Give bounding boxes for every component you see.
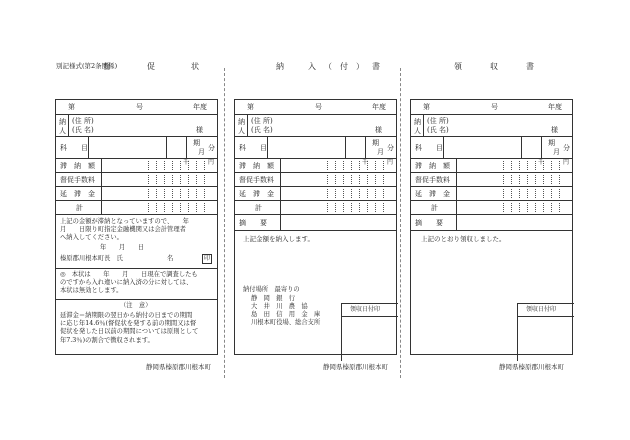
notice-warning: ◎ 本状は 年 月 日現在で調査したも のですから入れ違いに納入済の分に対しては、 本状は無効とします。 — [56, 269, 217, 300]
demand-notice-form — [55, 99, 218, 355]
form-title-receipt: 領 収 書 — [454, 62, 538, 71]
payer-label: 納 人 — [59, 118, 66, 135]
footer-issuer: 静岡県榛原郡川根本町 — [146, 363, 211, 371]
receipt-date-stamp-box: 領収日付印 — [517, 303, 574, 361]
number-row: 第 号 年度 — [56, 100, 217, 115]
notice-body: 上記の金額が滞納となっていますので、 年 月 日限り町指定金融機関又は会計管理者 へ納入してください。 年 月 日 榛原郡川根本町長 氏 名 印 — [56, 215, 217, 269]
payer-label: 納 人 — [238, 118, 245, 135]
payer-row: 納 人 (住 所) (氏 名) 様 — [56, 115, 217, 137]
subject-row: 科 目 期 月 分 — [56, 137, 217, 159]
memo-row: 摘 要 — [411, 215, 572, 231]
amount-table: 滞 納 額 千 円 督促手数料 延 滞 金 計 — [235, 159, 396, 215]
payment-slip-form: 第 号 年度 納 人 (住 所) (氏 名) 様 科 目 期 月 分 滞 納 額 千 円 督促手数料 延 滞 金 計 摘 要 上記金額を納入します。 納付場所 最寄りの 静 岡 銀 行 大 井 川 農 協 島 田 信 用 金 庫 川根本町役場、総合支所 領収日付印 — [234, 99, 397, 355]
footer-issuer: 静岡県榛原郡川根本町 — [499, 363, 564, 371]
amount-table: 滞 納 額 千 円 督促手数料 延 滞 金 計 — [56, 159, 217, 215]
receipt-date-stamp-box: 領収日付印 — [341, 303, 398, 361]
memo-row: 摘 要 — [235, 215, 396, 231]
receipt-section: 上記のとおり領収しました。 領収日付印 — [411, 231, 572, 360]
seal-box: 印 — [204, 255, 211, 262]
perforation-line — [400, 68, 401, 378]
amount-table: 滞 納 額 千 円 督促手数料 延 滞 金 計 — [411, 159, 572, 215]
footer-issuer: 静岡県榛原郡川根本町 — [323, 363, 388, 371]
caution-section: （注 意） 延滞金＝納期限の翌日から納付の日までの期間 に応じ年14.6％(督促状を発する前の期間又は督 促状を発した日以前の期間については原則として 年7.3％)の割合で徴収されます。 — [60, 302, 199, 344]
perforation-line — [224, 68, 225, 378]
header-note: 別記様式(第2条関係) — [56, 62, 118, 70]
form-title-demand: 督 促 状 — [103, 62, 213, 71]
payer-label: 納 人 — [414, 118, 421, 135]
payment-section: 上記金額を納入します。 納付場所 最寄りの 静 岡 銀 行 大 井 川 農 協 島 田 信 用 金 庫 川根本町役場、総合支所 領収日付印 — [235, 231, 396, 360]
form-title-payment: 納 入（付）書 — [276, 62, 388, 71]
receipt-form: 第 号 年度 納 人 (住 所) (氏 名) 様 科 目 期 月 分 滞 納 額 千 円 督促手数料 延 滞 金 計 摘 要 上記のとおり領収しました。 領収日付印 — [410, 99, 573, 355]
